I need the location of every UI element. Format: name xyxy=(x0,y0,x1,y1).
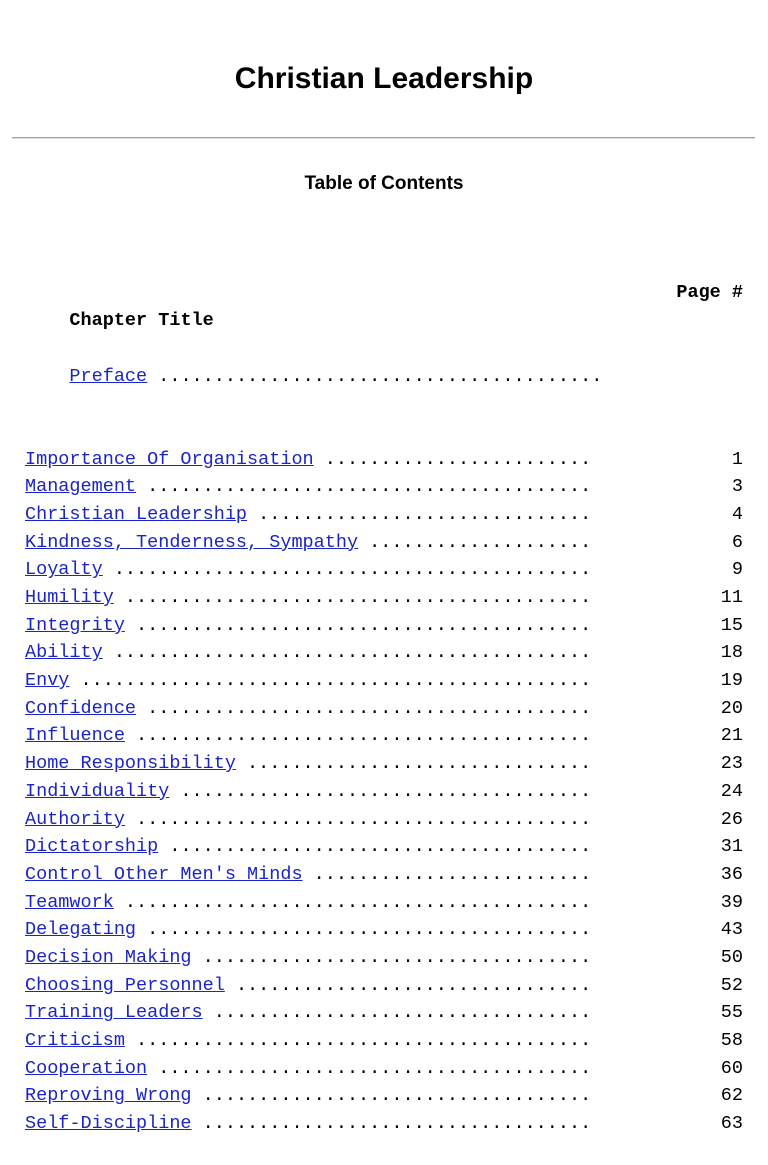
page-number: 50 xyxy=(720,946,743,968)
toc-row xyxy=(25,778,743,806)
toc-row xyxy=(25,639,743,667)
leader-dots: ............................... xyxy=(235,753,592,775)
chapter-title-header: Chapter Title xyxy=(69,310,214,332)
page-number: 52 xyxy=(720,974,743,996)
page-number: 31 xyxy=(720,836,743,858)
horizontal-rule xyxy=(12,137,755,139)
page-number: 39 xyxy=(720,891,743,913)
leader-dots: ...................................... xyxy=(158,836,592,858)
toc-link[interactable]: Dictatorship xyxy=(25,836,159,858)
toc-row xyxy=(25,999,743,1027)
toc-link[interactable]: Training Leaders xyxy=(25,1002,203,1024)
leader-dots: ........................................... xyxy=(102,559,592,581)
leader-dots: .................................. xyxy=(202,1002,592,1024)
page-number: 4 xyxy=(731,503,743,525)
page-number: 6 xyxy=(731,531,743,553)
leader-dots: ................................... xyxy=(191,946,592,968)
leader-dots: .............................................. xyxy=(69,670,592,692)
leader-dots: ......................... xyxy=(302,863,592,885)
toc-link[interactable]: Kindness, Tenderness, Sympathy xyxy=(25,531,359,553)
toc-link[interactable]: Importance Of Organisation xyxy=(25,448,314,470)
toc-row xyxy=(25,1027,743,1055)
toc-link[interactable]: Influence xyxy=(25,725,125,747)
toc-row xyxy=(25,446,743,474)
toc-link[interactable]: Confidence xyxy=(25,697,137,719)
page-number: 21 xyxy=(720,725,743,747)
toc-row xyxy=(25,667,743,695)
leader-dots: ......................................... xyxy=(124,725,592,747)
toc-link[interactable]: Control Other Men's Minds xyxy=(25,863,303,885)
page-number: 43 xyxy=(720,919,743,941)
page-number: 26 xyxy=(720,808,743,830)
leader-dots: ................................... xyxy=(191,1113,592,1135)
toc-link[interactable]: Christian Leadership xyxy=(25,503,248,525)
toc-row xyxy=(25,916,743,944)
page-number-header: Page # xyxy=(676,282,743,304)
leader-dots: ..................................... xyxy=(169,780,592,802)
leader-dots: ........................ xyxy=(313,448,592,470)
toc-link[interactable]: Choosing Personnel xyxy=(25,974,225,996)
leader-dots: ........................................ xyxy=(136,476,592,498)
page-number: 20 xyxy=(720,697,743,719)
toc-row xyxy=(25,944,743,972)
toc-link[interactable]: Individuality xyxy=(25,780,170,802)
toc-entries xyxy=(25,446,743,1138)
toc-link[interactable]: Home Responsibility xyxy=(25,753,236,775)
page-number: 9 xyxy=(731,559,743,581)
leader-dots: ........................................ xyxy=(136,697,592,719)
leader-dots: ........................................ xyxy=(147,365,603,387)
toc-link[interactable]: Criticism xyxy=(25,1030,125,1052)
page-number: 18 xyxy=(720,642,743,664)
toc-link-preface[interactable]: Preface xyxy=(69,365,148,387)
toc-link[interactable]: Reproving Wrong xyxy=(25,1085,192,1107)
toc-link[interactable]: Self-Discipline xyxy=(25,1113,192,1135)
page-number: 1 xyxy=(731,448,743,470)
toc-row xyxy=(25,861,743,889)
page-number: 23 xyxy=(720,753,743,775)
toc-row xyxy=(25,889,743,917)
toc-row xyxy=(25,833,743,861)
toc-row xyxy=(25,806,743,834)
toc-row xyxy=(25,529,743,557)
leader-dots: ................................ xyxy=(224,974,592,996)
leader-dots: ......................................... xyxy=(124,614,592,636)
toc-row-preface xyxy=(25,363,743,391)
toc-link[interactable]: Cooperation xyxy=(25,1057,148,1079)
toc-link[interactable]: Teamwork xyxy=(25,891,114,913)
toc-row xyxy=(25,584,743,612)
toc-row xyxy=(25,473,743,501)
toc-row xyxy=(25,1082,743,1110)
leader-dots: .............................. xyxy=(247,503,592,525)
leader-dots: .................... xyxy=(358,531,592,553)
page-number: 62 xyxy=(720,1085,743,1107)
toc-row xyxy=(25,972,743,1000)
toc-link[interactable]: Ability xyxy=(25,642,103,664)
toc-row xyxy=(25,556,743,584)
leader-dots: .......................................... xyxy=(113,587,592,609)
toc-link[interactable]: Humility xyxy=(25,587,114,609)
toc-row xyxy=(25,1110,743,1138)
toc-link[interactable]: Delegating xyxy=(25,919,137,941)
toc-link[interactable]: Decision Making xyxy=(25,946,192,968)
toc-row xyxy=(25,695,743,723)
page-number: 19 xyxy=(720,670,743,692)
page-number: 3 xyxy=(731,476,743,498)
toc-link[interactable]: Integrity xyxy=(25,614,125,636)
toc-link[interactable]: Envy xyxy=(25,670,70,692)
document-title: Christian Leadership xyxy=(234,62,534,95)
toc-heading: Table of Contents xyxy=(304,173,464,194)
toc-row xyxy=(25,501,743,529)
toc-row xyxy=(25,722,743,750)
page-number: 55 xyxy=(720,1002,743,1024)
page-number: 36 xyxy=(720,863,743,885)
page-number: 63 xyxy=(720,1113,743,1135)
toc-link[interactable]: Authority xyxy=(25,808,125,830)
toc-link[interactable]: Management xyxy=(25,476,137,498)
page-number: 24 xyxy=(720,780,743,802)
toc-row xyxy=(25,1055,743,1083)
page-number: 15 xyxy=(720,614,743,636)
page-number: 11 xyxy=(720,587,743,609)
leader-dots: ......................................... xyxy=(124,1030,592,1052)
toc-link[interactable]: Loyalty xyxy=(25,559,103,581)
leader-dots: ........................................ xyxy=(136,919,592,941)
leader-dots: ................................... xyxy=(191,1085,592,1107)
toc-row xyxy=(25,750,743,778)
toc-row xyxy=(25,612,743,640)
page-number: 60 xyxy=(720,1057,743,1079)
leader-dots: ....................................... xyxy=(147,1057,592,1079)
leader-dots: .......................................... xyxy=(113,891,592,913)
leader-dots: ......................................... xyxy=(124,808,592,830)
page-number: 58 xyxy=(720,1030,743,1052)
leader-dots: ........................................... xyxy=(102,642,592,664)
toc-header-row xyxy=(25,279,743,332)
